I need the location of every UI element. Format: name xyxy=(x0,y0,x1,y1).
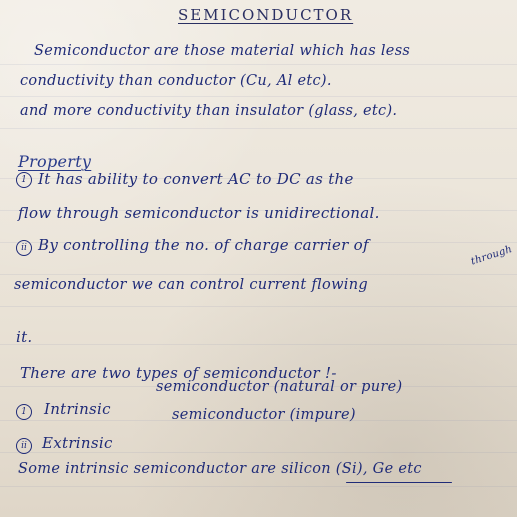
property-2-line-3: it. xyxy=(16,328,33,346)
intro-line-3: and more conductivity than insulator (glass, etc). xyxy=(20,103,398,119)
item-marker-2: ii xyxy=(16,240,32,256)
item-marker-1: 1 xyxy=(16,172,32,188)
ruled-line xyxy=(0,344,517,345)
silicon-underline xyxy=(346,482,452,483)
type-marker-2: ii xyxy=(16,438,32,454)
property-2-line-1: By controlling the no. of charge carrier of xyxy=(38,236,369,254)
ruled-line xyxy=(0,64,517,65)
ruled-line xyxy=(0,96,517,97)
ruled-line xyxy=(0,452,517,453)
type-1-name: Intrinsic xyxy=(44,400,111,418)
page-title: SEMICONDUCTOR xyxy=(178,6,354,24)
closing-line: Some intrinsic semiconductor are silicon (Si), Ge etc xyxy=(18,461,422,477)
ruled-line xyxy=(0,306,517,307)
intro-line-2: conductivity than conductor (Cu, Al etc). xyxy=(20,73,332,89)
type-marker-1: 1 xyxy=(16,404,32,420)
intro-line-1: Semiconductor are those material which has less xyxy=(34,43,411,59)
ruled-line xyxy=(0,128,517,129)
type-2-name: Extrinsic xyxy=(42,434,113,452)
type-2-desc: semiconductor (impure) xyxy=(172,407,356,423)
ruled-line xyxy=(0,274,517,275)
property-heading: Property xyxy=(18,152,92,171)
property-1-line-1: It has ability to convert AC to DC as the xyxy=(38,170,354,188)
ruled-line xyxy=(0,486,517,487)
property-2-line-2: semiconductor we can control current flowing xyxy=(14,277,368,293)
property-1-line-2: flow through semiconductor is unidirectional. xyxy=(18,204,380,222)
type-1-desc: semiconductor (natural or pure) xyxy=(156,379,403,395)
types-intro: There are two types of semiconductor !- xyxy=(20,364,337,382)
property-2-margin-note: through xyxy=(469,243,514,268)
